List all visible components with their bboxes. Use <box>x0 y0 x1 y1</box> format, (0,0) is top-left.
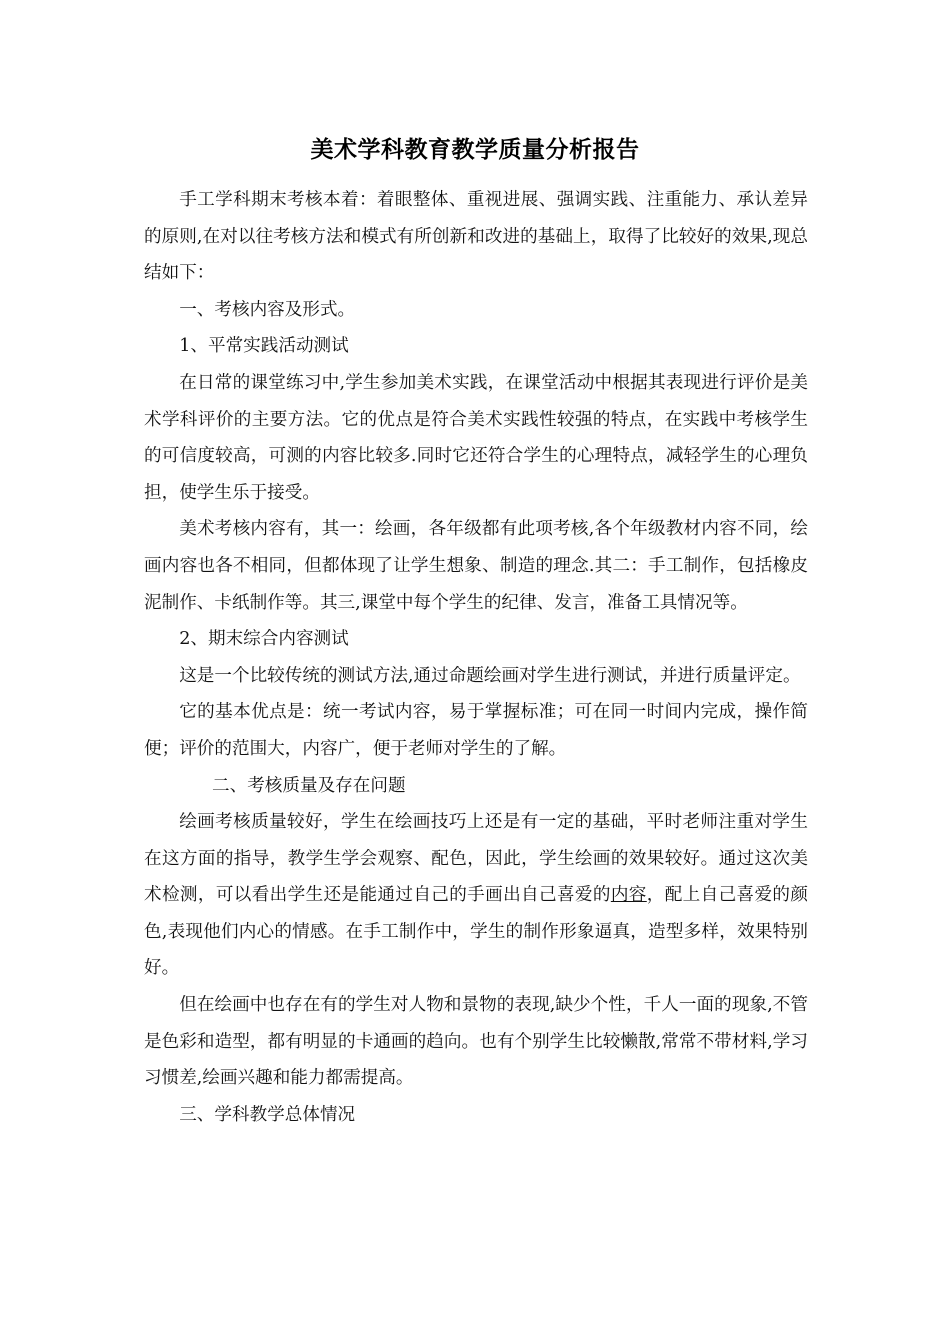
subheading-2: 2、期末综合内容测试 <box>179 629 349 650</box>
paragraph-traditional-test: 这是一个比较传统的测试方法,通过命题绘画对学生进行测试，并进行质量评定。 <box>179 665 801 686</box>
content-link[interactable]: 内容 <box>610 885 647 906</box>
paragraph-advantages: 它的基本优点是：统一考试内容，易于掌握标准；可在同一时间内完成，操作简便；评价的范围大，内容广，便于老师对学生的了解。 <box>144 702 808 759</box>
section-heading-3: 三、学科教学总体情况 <box>179 1104 356 1125</box>
paragraph-drawing-text-b: ，配上自己喜爱的颜色,表现他们内心的情感。在手工制作中，学生的制作形象逼真，造型多样，效果特别好。 <box>144 885 808 979</box>
paragraph-content: 美术考核内容有，其一：绘画，各年级都有此项考核,各个年级教材内容不同，绘画内容也各不相同，但都体现了让学生想象、制造的理念.其二：手工制作，包括橡皮泥制作、卡纸制作等。其三,课堂中每个学生的纪律、发言，准备工具情况等。 <box>144 519 808 613</box>
subheading-1: 1、平常实践活动测试 <box>179 336 349 357</box>
document-body <box>144 182 808 1133</box>
paragraph-drawing-quality <box>144 804 808 987</box>
document-title: 美术学科教育教学质量分析报告 <box>310 137 640 163</box>
section-heading-1: 一、考核内容及形式。 <box>179 299 356 320</box>
paragraph-intro: 手工学科期末考核本着：着眼整体、重视进展、强调实践、注重能力、承认差异的原则,在对以往考核方法和模式有所创新和改进的基础上，取得了比较好的效果,现总结如下： <box>144 190 808 284</box>
paragraph-problems: 但在绘画中也存在有的学生对人物和景物的表现,缺少个性，千人一面的现象,不管是色彩和造型，都有明显的卡通画的趋向。也有个别学生比较懒散,常常不带材料,学习习惯差,绘画兴趣和能力都需提高。 <box>144 995 808 1089</box>
paragraph-drawing-text-a: 绘画考核质量较好，学生在绘画技巧上还是有一定的基础，平时老师注重对学生在这方面的指导，教学生学会观察、配色，因此，学生绘画的效果较好。通过这次美术检测，可以看出学生还是能通过自己的手画出自己喜爱的 <box>144 812 808 906</box>
section-heading-2: 二、考核质量及存在问题 <box>212 775 406 796</box>
paragraph-practice: 在日常的课堂练习中,学生参加美术实践，在课堂活动中根据其表现进行评价是美术学科评价的主要方法。它的优点是符合美术实践性较强的特点，在实践中考核学生的可信度较高，可测的内容比较多.同时它还符合学生的心理特点，减轻学生的心理负担，使学生乐于接受。 <box>144 372 808 503</box>
